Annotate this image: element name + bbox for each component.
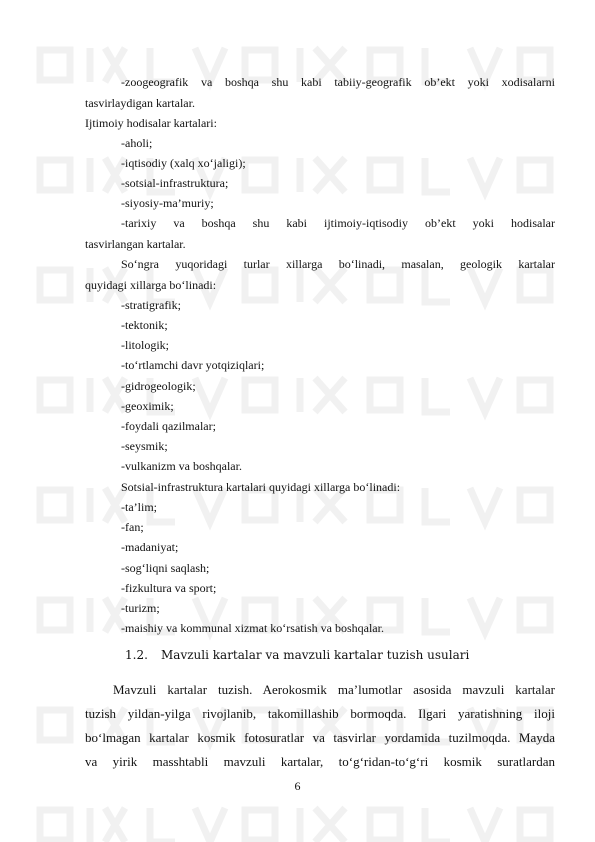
list-item: -foydali qazilmalar;	[121, 419, 216, 433]
section-heading	[125, 648, 469, 662]
paragraph-line: va yirik masshtabli mavzuli kartalar, to‘g‘ridan-to‘g‘ri kosmik suratlardan	[85, 754, 555, 769]
paragraph-line: tuzish yildan-yilga rivojlanib, takomillashib bormoqda. Ilgari yaratishning iloji	[85, 706, 555, 721]
section-title: Mavzuli kartalar va mavzuli kartalar tuzish usulari	[161, 648, 470, 662]
list-item: -fan;	[121, 520, 144, 534]
list-item: -gidrogeologik;	[121, 379, 196, 393]
paragraph-line: bo‘lmagan kartalar kosmik fotosuratlar va tasvirlar yordamida tuzilmoqda. Mayda	[85, 730, 555, 745]
text-line: quyidagi xillarga bo‘linadi:	[85, 278, 217, 292]
list-item: -sotsial-infrastruktura;	[121, 176, 229, 190]
section-label: Ijtimoiy hodisalar kartalari:	[85, 116, 217, 130]
list-item: -geoximik;	[121, 399, 174, 413]
text-line: tasvirlangan kartalar.	[85, 237, 186, 251]
list-item: -litologik;	[121, 338, 169, 352]
page-number: 6	[294, 779, 301, 793]
section-number: 1.2.	[125, 648, 148, 662]
paragraph-line: Mavzuli kartalar tuzish. Aerokosmik ma’lumotlar asosida mavzuli kartalar	[113, 682, 555, 697]
list-item: -madaniyat;	[121, 540, 179, 554]
list-item: -tektonik;	[121, 318, 168, 332]
text-line: tasvirlaydigan kartalar.	[85, 96, 195, 110]
list-item: -aholi;	[121, 136, 153, 150]
list-item: -siyosiy-ma’muriy;	[121, 196, 214, 210]
text-line: Sotsial-infrastruktura kartalari quyidagi xillarga bo‘linadi:	[121, 480, 401, 494]
list-item: -to‘rtlamchi davr yotqiziqlari;	[121, 358, 265, 372]
list-item: -fizkultura va sport;	[121, 581, 217, 595]
list-item: -maishiy va kommunal xizmat ko‘rsatish va boshqalar.	[121, 621, 384, 635]
list-item: -ta’lim;	[121, 500, 157, 514]
text-line: So‘ngra yuqoridagi turlar xillarga bo‘linadi, masalan, geologik kartalar	[121, 257, 555, 271]
list-item: -sog‘liqni saqlash;	[121, 561, 210, 575]
list-item: -tarixiy va boshqa shu kabi ijtimoiy-iqtisodiy ob’ekt yoki hodisalar	[121, 216, 555, 230]
list-item: -turizm;	[121, 601, 160, 615]
list-item: -iqtisodiy (xalq xo‘jaligi);	[121, 156, 246, 170]
list-item: -vulkanizm va boshqalar.	[121, 459, 242, 473]
text-line: -zoogeografik va boshqa shu kabi tabiiy-geografik ob’ekt yoki xodisalarni	[121, 75, 555, 89]
list-item: -stratigrafik;	[121, 298, 181, 312]
list-item: -seysmik;	[121, 439, 168, 453]
